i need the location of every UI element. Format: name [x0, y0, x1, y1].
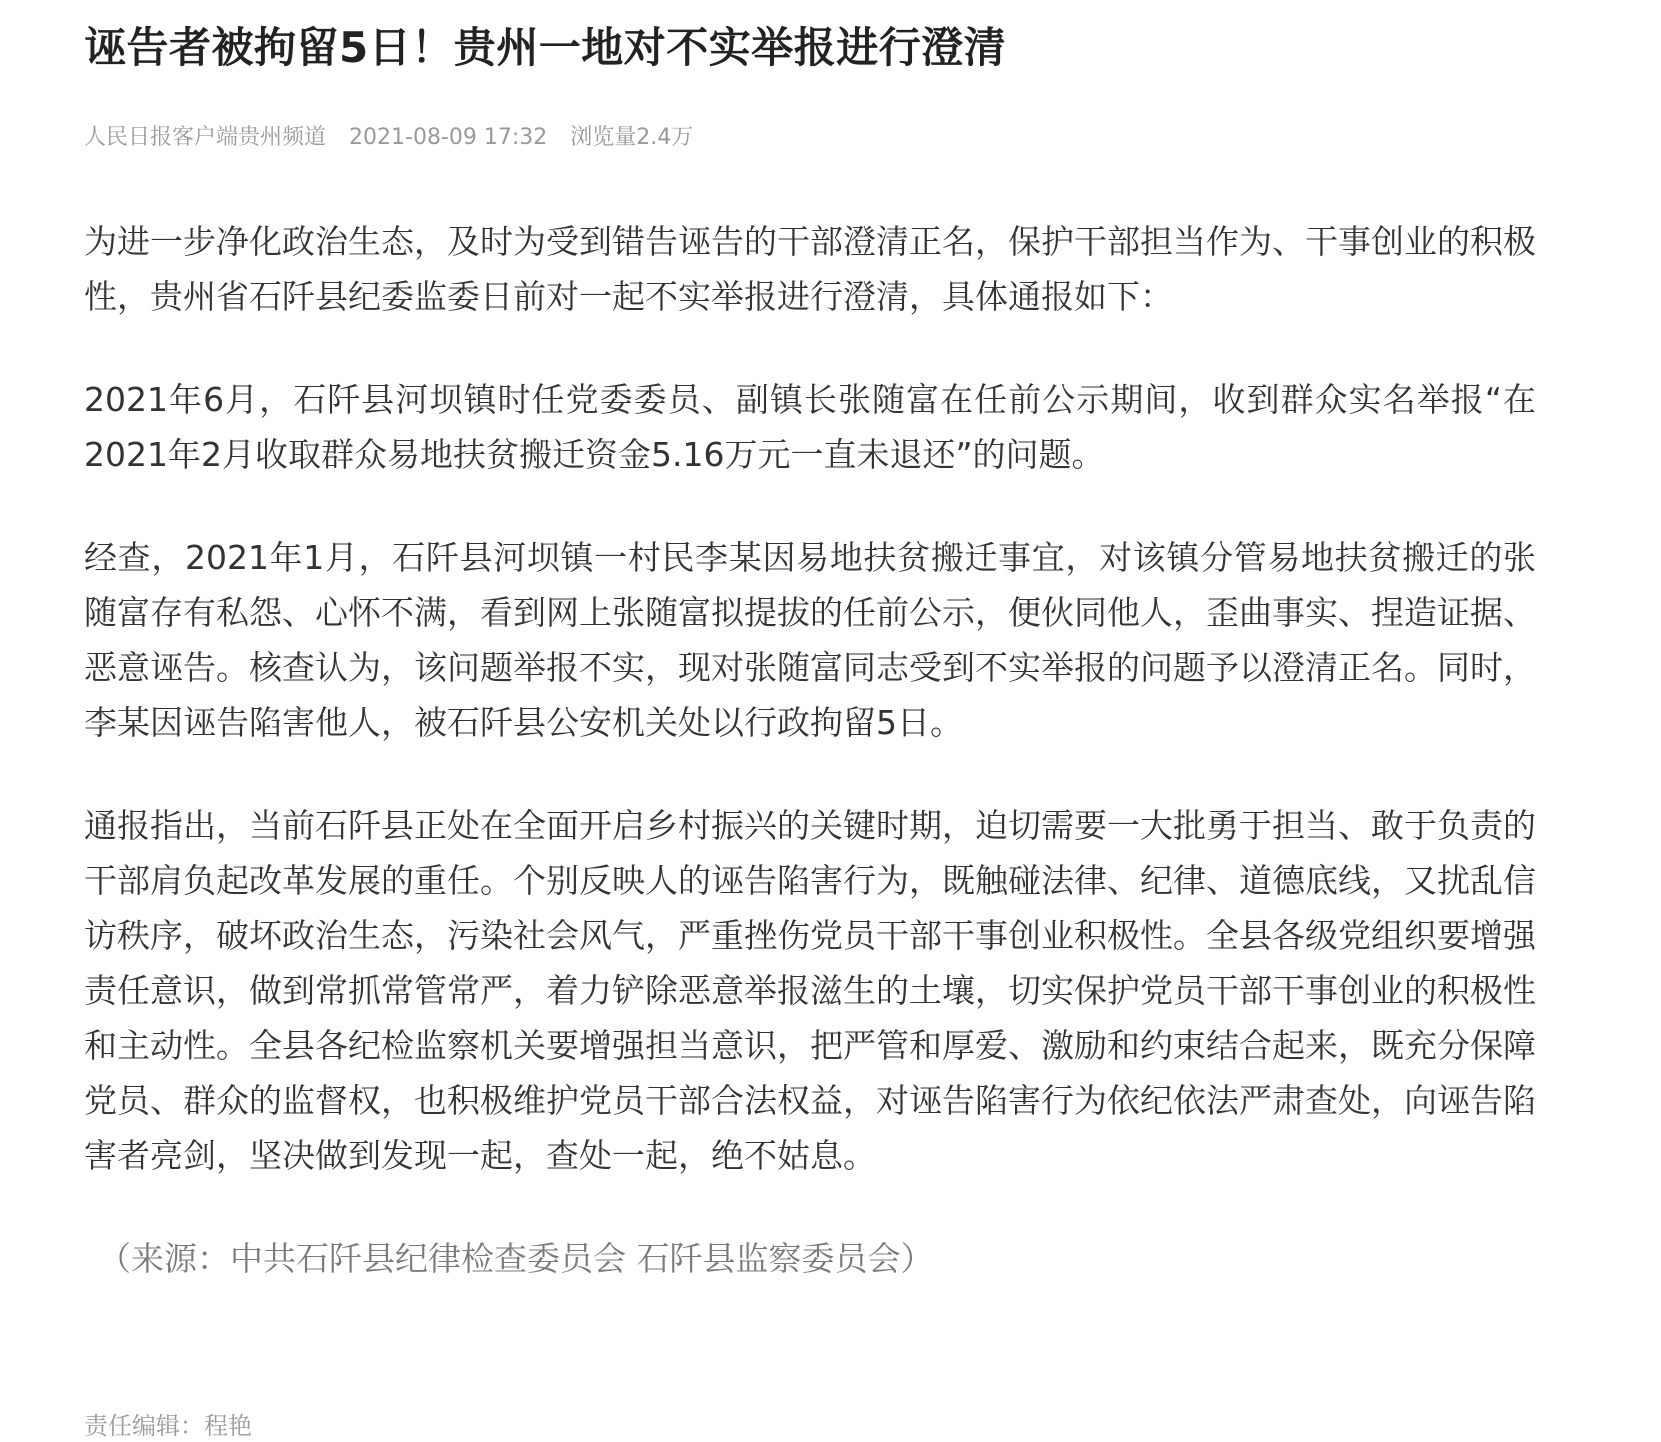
article-paragraph: 2021年6月，石阡县河坝镇时任党委委员、副镇长张随富在任前公示期间，收到群众实名举报“在2021年2月收取群众易地扶贫搬迁资金5.16万元一直未退还”的问题。 [84, 380, 1536, 474]
article-paragraph: 通报指出，当前石阡县正处在全面开启乡村振兴的关键时期，迫切需要一大批勇于担当、敢于负责的干部肩负起改革发展的重任。个别反映人的诬告陷害行为，既触碰法律、纪律、道德底线，又扰乱信访秩序，破坏政治生态，污染社会风气，严重挫伤党员干部干事创业积极性。全县各级党组织要增强责任意识，做到常抓常管常严，着力铲除恶意举报滋生的土壤，切实保护党员干部干事创业的积极性和主动性。全县各纪检监察机关要增强担当意识，把严管和厚爱、激励和约束结合起来，既充分保障党员、群众的监督权，也积极维护党员干部合法权益，对诬告陷害行为依纪依法严肃查处，向诬告陷害者亮剑，坚决做到发现一起，查处一起，绝不姑息。 [84, 806, 1536, 1175]
meta-views: 浏览量2.4万 [570, 125, 694, 150]
article-paragraph: 为进一步净化政治生态，及时为受到错告诬告的干部澄清正名，保护干部担当作为、干事创业的积极性，贵州省石阡县纪委监委日前对一起不实举报进行澄清，具体通报如下： [84, 222, 1536, 316]
article [84, 16, 1544, 1286]
source-note: （来源：中共石阡县纪律检查委员会 石阡县监察委员会） [98, 1239, 934, 1278]
article-meta [84, 122, 1544, 154]
meta-datetime: 2021-08-09 17:32 [349, 125, 548, 150]
meta-source: 人民日报客户端贵州频道 [84, 125, 327, 150]
article-title: 诬告者被拘留5日！贵州一地对不实举报进行澄清 [84, 23, 1007, 72]
responsible-editor: 责任编辑：程艳 [84, 1412, 252, 1440]
article-paragraph: 经查，2021年1月，石阡县河坝镇一村民李某因易地扶贫搬迁事宜，对该镇分管易地扶贫搬迁的张随富存有私怨、心怀不满，看到网上张随富拟提拔的任前公示，便伙同他人，歪曲事实、捏造证据、恶意诬告。核查认为，该问题举报不实，现对张随富同志受到不实举报的问题予以澄清正名。同时，李某因诬告陷害他人，被石阡县公安机关处以行政拘留5日。 [84, 538, 1536, 742]
article-body [84, 214, 1544, 1286]
